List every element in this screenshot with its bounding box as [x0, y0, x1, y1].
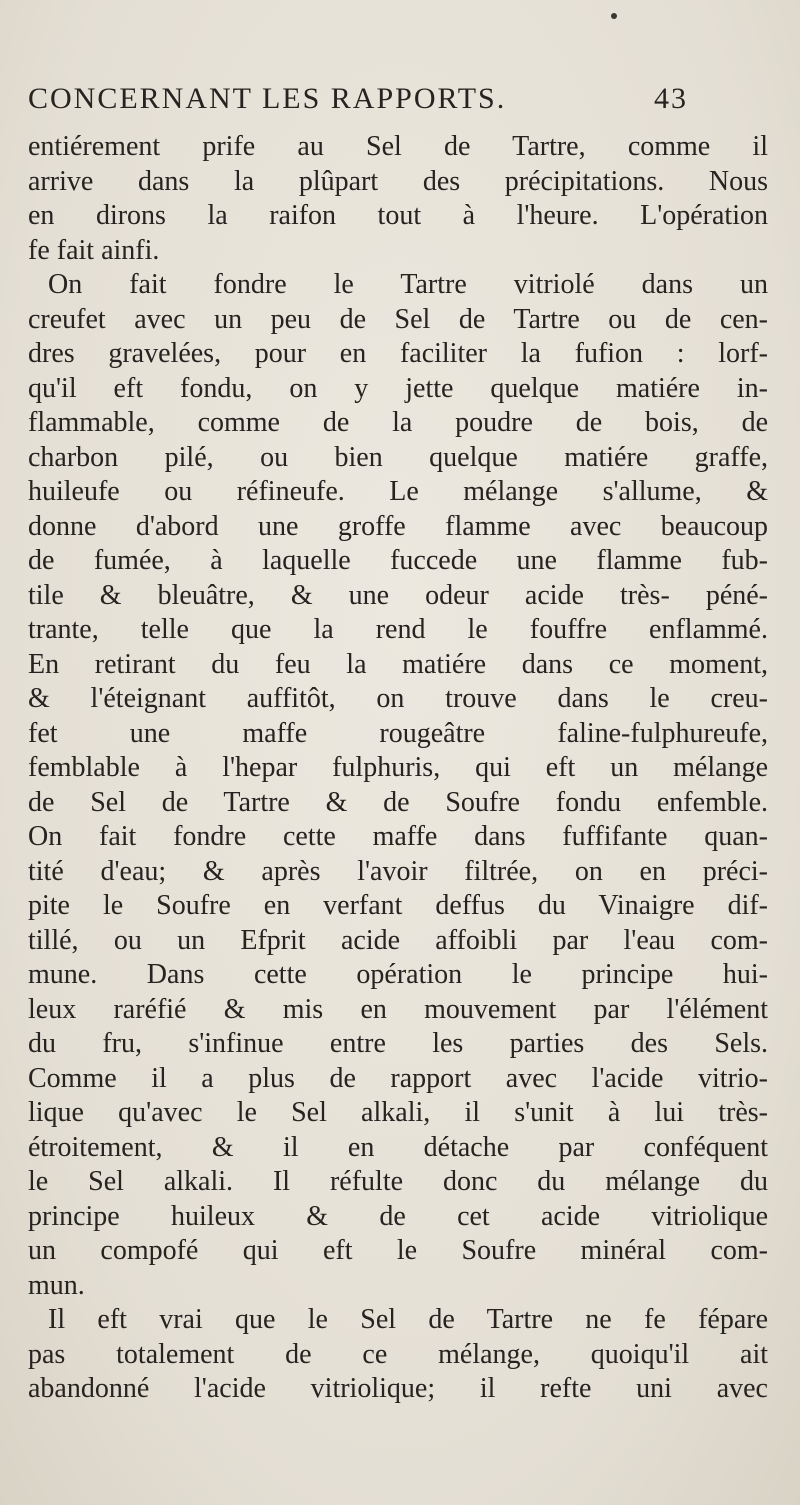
text-line: flammable, comme de la poudre de bois, de — [28, 407, 768, 438]
running-title: CONCERNANT LES RAPPORTS. — [28, 82, 507, 115]
text-line: un compofé qui eft le Soufre minéral com- — [28, 1235, 768, 1266]
text-line: & l'éteignant auffitôt, on trouve dans le creu- — [28, 683, 768, 714]
text-line: qu'il eft fondu, on y jette quelque matiére in- — [28, 372, 768, 404]
text-line: en dirons la raifon tout à l'heure. L'opération — [28, 200, 768, 231]
text-line: tile & bleuâtre, & une odeur acide très- péné- — [28, 579, 768, 611]
text-line: tité d'eau; & après l'avoir filtrée, on en préci- — [28, 855, 768, 887]
text-line: On fait fondre le Tartre vitriolé dans un — [48, 269, 768, 300]
text-line: femblable à l'hepar fulphuris, qui eft un mélange — [28, 752, 768, 783]
text-line: dres gravelées, pour en faciliter la fufion : lorf- — [28, 338, 768, 369]
text-line: entiérement prife au Sel de Tartre, comme il — [28, 131, 768, 162]
text-line: charbon pilé, ou bien quelque matiére graffe, — [28, 441, 768, 473]
text-line: lique qu'avec le Sel alkali, il s'unit à lui très- — [28, 1097, 768, 1128]
text-line: du fru, s'infinue entre les parties des Sels. — [28, 1028, 768, 1059]
ink-spot — [611, 13, 617, 19]
page-number: 43 — [654, 82, 688, 115]
text-line: mune. Dans cette opération le principe hui- — [28, 959, 768, 990]
text-line: creufet avec un peu de Sel de Tartre ou de cen- — [28, 303, 768, 335]
text-line: tillé, ou un Efprit acide affoibli par l'eau com- — [28, 924, 768, 956]
body-text — [28, 130, 768, 1407]
text-line: principe huileux & de cet acide vitriolique — [28, 1200, 768, 1232]
text-line: Il eft vrai que le Sel de Tartre ne fe fépare — [48, 1304, 768, 1335]
running-header — [28, 82, 688, 130]
text-line: le Sel alkali. Il réfulte donc du mélange du — [28, 1166, 768, 1197]
text-line: de Sel de Tartre & de Soufre fondu enfemble. — [28, 786, 768, 818]
text-line: donne d'abord une groffe flamme avec beaucoup — [28, 510, 768, 542]
text-line: abandonné l'acide vitriolique; il refte uni avec — [28, 1373, 768, 1404]
text-line: On fait fondre cette maffe dans fuffifante quan- — [28, 821, 768, 852]
text-line: En retirant du feu la matiére dans ce moment, — [28, 648, 768, 680]
text-line: fet une maffe rougeâtre faline-fulphureufe, — [28, 717, 768, 749]
text-line: étroitement, & il en détache par conféquent — [28, 1131, 768, 1163]
text-line: trante, telle que la rend le fouffre enflammé. — [28, 614, 768, 645]
text-line: Comme il a plus de rapport avec l'acide vitrio- — [28, 1062, 768, 1094]
text-line: fe fait ainfi. — [28, 234, 160, 266]
text-line: pas totalement de ce mélange, quoiqu'il ait — [28, 1338, 768, 1370]
text-line: huileufe ou réfineufe. Le mélange s'allume, & — [28, 476, 768, 507]
text-line: de fumée, à laquelle fuccede une flamme fub- — [28, 545, 768, 576]
text-line: pite le Soufre en verfant deffus du Vinaigre dif- — [28, 890, 768, 921]
text-line: mun. — [28, 1269, 85, 1301]
text-line: leux raréfié & mis en mouvement par l'élément — [28, 993, 768, 1025]
text-line: arrive dans la plûpart des précipitations. Nous — [28, 165, 768, 197]
